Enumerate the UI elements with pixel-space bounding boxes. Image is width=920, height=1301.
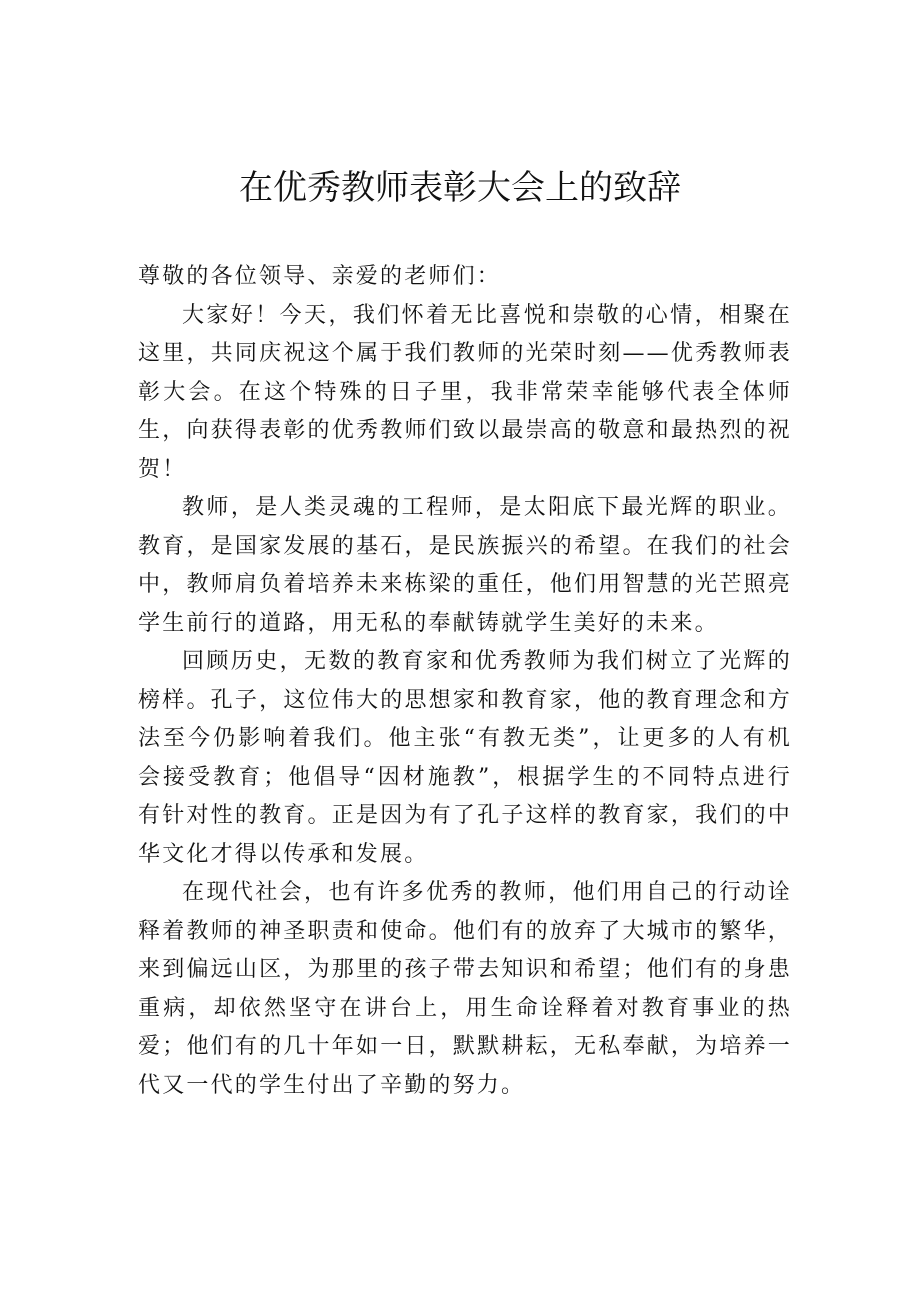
salutation: 尊敬的各位领导、亲爱的老师们：	[138, 264, 502, 289]
paragraph-4: 在现代社会，也有许多优秀的教师，他们用自己的行动诠释着教师的神圣职责和使命。他们有的放弃了大城市的繁华，来到偏远山区，为那里的孩子带去知识和希望；他们有的身患重病，却依然坚守在讲台上，用生命诠释着对教育事业的热爱；他们有的几十年如一日，默默耕耘，无私奉献，为培养一代又一代的学生付出了辛勤的努力。	[138, 880, 792, 1098]
paragraph-2: 教师，是人类灵魂的工程师，是太阳底下最光辉的职业。教育，是国家发展的基石，是民族振兴的希望。在我们的社会中，教师肩负着培养未来栋梁的重任，他们用智慧的光芒照亮学生前行的道路，用无私的奉献铸就学生美好的未来。	[138, 495, 792, 636]
paragraph-3: 回顾历史，无数的教育家和优秀教师为我们树立了光辉的榜样。孔子，这位伟大的思想家和教育家，他的教育理念和方法至今仍影响着我们。他主张“有教无类”，让更多的人有机会接受教育；他倡导“因材施教”，根据学生的不同特点进行有针对性的教育。正是因为有了孔子这样的教育家，我们的中华文化才得以传承和发展。	[138, 649, 792, 867]
paragraph-1: 大家好！今天，我们怀着无比喜悦和崇敬的心情，相聚在这里，共同庆祝这个属于我们教师的光荣时刻——优秀教师表彰大会。在这个特殊的日子里，我非常荣幸能够代表全体师生，向获得表彰的优秀教师们致以最崇高的敬意和最热烈的祝贺！	[138, 302, 792, 482]
document-title: 在优秀教师表彰大会上的致辞	[239, 168, 681, 208]
document-body	[138, 258, 792, 1105]
